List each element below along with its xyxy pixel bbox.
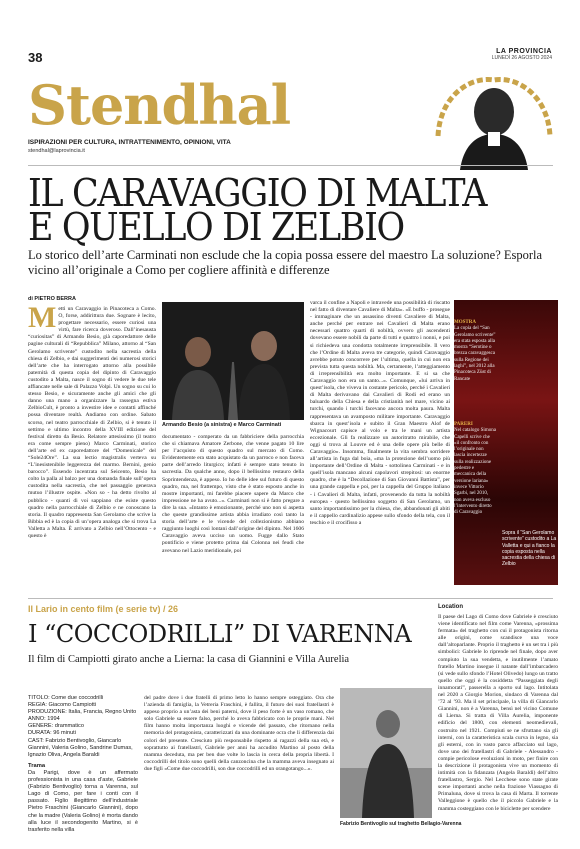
section-title: Stendhal (28, 73, 291, 137)
section-tagline: ISPIRAZIONI PER CULTURA, INTRATTENIMENTO, OPINIONI, VITA (28, 139, 231, 146)
sidebar-heading: PARERI (454, 422, 473, 427)
actor-photo (340, 688, 432, 818)
plot-heading: Trama (28, 762, 46, 769)
divider (28, 165, 553, 166)
credit-production: PRODUZIONE: Italia, Francia, Regno Unito (28, 709, 137, 716)
sidebar-text: La copia del “San Gerolamo scrivente” era stata esposta alla mostra “Serotine o brezza caravaggesca sulla Regione dei laghi”, nel 2012 alla Pinacoteca Züst di Rancate (454, 326, 496, 382)
page-number: 38 (28, 50, 43, 65)
article-column-1 (28, 306, 156, 590)
credit-cast: CAST: Fabrizio Bentivoglio, Giancarlo Giannini, Valeria Golino, Sandrine Dumas, Ignazio Oliva, Angela Baraldi (28, 737, 133, 758)
plot-text: Da Parigi, dove è un affermato professionista in una casa d’aste, Gabriele (Fabrizio Bentivoglio) torna a Varenna, sul Lago di Como, per fare i conti con il passato. Figlio illegittimo dell’industriale Pietro Fraschini (Giancarlo Giannini), dopo che la madre (Valeria Golino) è morta dando alla luce il secondogenito Martino, si è trasferito nella villa (28, 769, 138, 833)
credit-duration: DURATA: 96 minuti (28, 730, 76, 737)
article-byline: di PIETRO BERRA (28, 296, 76, 302)
article-column-2: documentato - comperato da un fabbriciere della parrocchia che si chiamava Amatore Zerbone, che venne pagato 10 lire per l’acquisto di questo quadro sul mercato di Como. Evidentemente era stato acquistato da un parroco e non faceva parte dell’arredo liturgico; infatti è sempre stato tenuto in sacrestia. Da qualche anno, dopo il bellissimo restauro della Soprintendenza, è appeso. Io ho delle idee sul futuro di questo quadro, ma, nel frattempo, visto che è stato esposto anche in mostre importanti, mi farebbe piacere sapere da Marco che impressione ne ha avuto...». Carminati non si è fatto pregare a dire la sua. «Intanto è emozionante, perché uno non si aspetta che queste grandissime artista abbia irradiato così tanto la storia dell’arte e le vicende del collezionismo abbiano raggiunto luoghi così lontani dall’origine del dipinto. Nel 1606 Caravaggio aveva ucciso un uomo. Fugge dallo Stato pontificio e viene protetto prima dai Colonna nei feudi che avevano nel Lazio meridionale, poi (162, 434, 304, 554)
sidebar-heading: MOSTRA (454, 320, 476, 325)
drop-cap: M (28, 306, 57, 334)
credit-director: REGIA: Giacomo Campiotti (28, 702, 97, 709)
article2-column-2: del padre dove i due fratelli di primo letto lo hanno sempre osteggiato. Ora che l’azienda di famiglia, la Vetreria Fraschini, è fallita, il futuro dei suoi fratellastri è appeso proprio a un’asta dei beni paterni, dove il peso forte è un vaso romano, che solo Gabriele sa essere falso, perché lo aveva fabbricato con le proprie mani. Nel film hanno molta importanza luoghi e vicende del passato, che ritornano nella memoria del protagonista, caratterizzati da una dominante ocra che li differenzia dai colori del presente. Cresciuto più responsabile rispetto ai ragazzi della sua età, e soprattutto ai fratellastri, Gabriele per anni ha accudito Martino al posto della mamma deceduta, ma per ben due volte lo lascia in cerca della propria libertà. I coccodrilli del titolo sono quelli della canzoncina che la mamma aveva insegnato ai due figli «Come due coccodrilli, son due coccodrilli ed un orangotango...». (144, 695, 334, 772)
location-text: Il paese del Lago di Como dove Gabriele è cresciuto viene identificato nel film come Varenna, «prossima fermata» del traghetto con cui il protagonista ritorna alle origini, come scandisce una voce dall’altoparlante. Proprio il traghetto è un set tra i più simbolici: Gabriele lo riprende nel finale, dopo aver compiuto la sua vendetta, e inutilmente l’amato fratello Martino insegue il natante dall’imbarcadero (si vede sullo sfondo l’Hotel Olivedo) lungo un tratto quello che oggi è la cosiddetta “Passeggiata degli innamorati”, passerella a sporto sul lago. Intitolata nel 2020 a Giorgio Morion, sindaco di Varenna dal ’72 al ’93. Ma il set principale, la villa di Giancarlo Giannini, non è a Varenna, bensì nel vicino Comune di Lierna. Si tratta di Villa Aurelia, imponente edificio del 1800, con elementi neomedievali, costruito nel 1921. Compiuti se ne sfruttano sia gli interni, con la caratteristica scala curva in legno, sia gli esterni, con in vasto parco affacciato sul lago, dove uno dei fratellastri di Gabriele - Alessandro - compie pericolose evoluzioni in moto, per finire con la descrizione il protagonista vive un momento di intimità con la fidanzata (Angela Baraldi) dell’altro fratellastro, Sergio. Nel Lecchese sono state girate scene importanti anche nella frazione Viassagno di Primaluna, dove si trova la casa di Marta. Il torrente Valleggione è quello che il piccolo Gabriele e la mamma costeggiano con le biciclette per scendere (438, 614, 558, 812)
credit-year: ANNO: 1994 (28, 716, 60, 723)
masthead (492, 48, 552, 61)
credit-genre: GENERE: drammatico (28, 723, 84, 730)
photo-caption: Armando Besio (a sinistra) e Marco Carminati (162, 422, 282, 428)
article-headline (28, 171, 511, 249)
divider (28, 598, 553, 599)
section-email[interactable]: stendhal@laprovincia.it (28, 148, 85, 154)
sidebar-text: Nel catalogo Simona Capelli scrive che «il confronto con l’originale non lascia incertezze sulla realizzazione pedestre e meccanica della versione lariana» invece Vittorio Sgarbi, nel 2010, non aveva escluso l’intervento diretto di Caravaggio (454, 428, 496, 516)
article2-headline: I “COCCODRILLI” DI VARENNA (28, 620, 412, 648)
stendhal-portrait (430, 66, 558, 170)
painting-caption: Sopra il “San Gerolamo scrivente” custodito a La Valletta e qui a fianco la copia esposta nella sacrestia della chiesa di Zelbio (502, 530, 557, 568)
photo2-caption: Fabrizio Bentivoglio sul traghetto Bellagio-Varenna (340, 821, 462, 827)
film-credits (28, 695, 138, 849)
headline-line-2: E QUELLO DI ZELBIO (28, 205, 404, 249)
article2-subtitle: Il film di Campiotti girato anche a Lierna: la casa di Giannini e Villa Aurelia (28, 654, 350, 665)
sidebar-mostra (454, 320, 496, 383)
headline-line-1: IL CARAVAGGIO DI MALTA (28, 171, 487, 215)
credit-title: TITOLO: Come due coccodrilli (28, 695, 104, 701)
location-heading: Location (438, 604, 463, 610)
series-label: Il Lario in cento film (e serie tv) / 26 (28, 604, 179, 614)
article-column-3: varca il confine a Napoli e intravede una possibilità di riscatto nel fatto di diventare Cavaliere di Malta». «E buffo - prosegue - immaginare che un assassino diventi Cavaliere di Malta, anche perché per entrare nei Cavalieri di Malta erano necessari quattro quarti di nobiltà, ovvero gli ascendenti dovevano essere nobili da parte di tutti e quattro i nonni, e poi si richiedeva una condotta totalmente irreprensibile. Il vero che l’Ordine di Malta aveva tre categorie, quindi Caravaggio avrebbe potuto concorrere per l’ultima, quella in cui non era prevista tutta questa nobiltà. Ma, certamente, l’atteggiamento di irreprensibilità era molto importante. E si sa che Caravaggio non era un santo...». Comunque, «lui arriva in quest’isola, che viveva in costante pericolo, perché i Cavalieri di Malta derivavano dai Cavalieri di Rodi ed erano un baluardo della Chiesa e della cristianità nel mare, vicino ai turchi, quando i turchi facevano ancora molta paura. Malta rappresentava un avamposto militare importante. Caravaggio sbarca in quest’isola e subito il Gran Maestro Alof de Wignacourt capisce al volo e tra le mani un artista eccezionale. Gli fa realizzare un autoritratto mirabile, che oggi si trova al Louvre ed è una delle opere più belle di Caravaggio». Insomma, finalmente la vita sembra sorridere all’artista in fuga dal boia, «ma la protezione dell’uomo più importante dell’Ordine di Malta - sottolinea Carminati - e in quell’isola mancano alcuni capolavori strepitosi: un enorme quadro, che è la “Decollazione di San Giovanni Battista”, per una grande cappella e poi, per la cappella del Gruppo italiano - i Cavalieri di Malta, infatti, provenendo da tutta la nobiltà europea - questo bellissimo soggetto di San Gerolamo, un santo importantissimo per la chiesa, che, abbandonati gli abiti e il cappello cardinalizio appese sullo sfondo della tela, con il teschio e il crocifisso a (310, 300, 450, 526)
sidebar-pareri (454, 422, 496, 516)
issue-date: LUNEDÌ 26 AGOSTO 2024 (491, 55, 552, 61)
article-subtitle: Lo storico dell’arte Carminati non esclude che la copia possa essere del maestro La soluzione? Esporla vicino all’originale a Como per cogliere affinità e differenze (28, 248, 543, 277)
column-text: etti un Caravaggio in Pinacoteca a Como. O, forse, addirittura due. Sognare è lecito, progettare necessario, essere curiosi una virtù, fare ricerca doveroso. Dall’inesausta “curiositas” di Armando Besio, già caporedattore delle pagine culturali di “Repubblica” Milano, attorno al “San Gerolamo scrivente” custodito nella sacrestia della chiesa di Zelbio, e dai suggerimenti dei numerosi storici dell’arte che ha interrogato attorno alla possibile paternità di questa copia del dipinto di Caravaggio custodito a Malta, nasce il sogno di vedere le due tele affiancate nelle sale di Palazzo Volpi. Un sogno su cui lo stesso Besio, e sicuramente anche gli amici che gli danno una mano a organizzare la rassegna estiva ZelbioCult, è pronto a investire idee e contatti affinché possa diventare realtà. Andiamo con ordine. Sabato scorso, nel teatro parrocchiale di Zelbio, si è tenuto il settimo e ultimo incontro della XVIII edizione del festival diretto da Besio. Relatore attesissimo (il teatro era come sempre pieno) Marco Carminati, storico dell’arte ed ex caporedattore del “Domenicale” del “Sole24Ore”. La sua lectio magistralis verteva su “L’inesistenibile leggerezza del marmo. Bernini, genio barocco”. Essendo incentrata sul Seicento, Besio ha colto la palla al balzo per una domanda finale sull’opera custodita nella sacrestia, che nel passaggio generava mutuo l’illustre ospite. «Non so - ha detto rivolto al pubblico - quanti di voi sappiano che esiste questo quadro nella parrocchiale di Zelbio e ne conoscano la storia. Il quadro rappresenta San Gerolamo che scrive la Bibbia ed è la copia di un’opera analoga che si trova La Valletta a Malta. È arrivato a Zelbio nell’Ottocento - e questo è (28, 306, 156, 539)
newspaper-name: LA PROVINCIA (496, 48, 552, 55)
speakers-photo (162, 302, 304, 420)
